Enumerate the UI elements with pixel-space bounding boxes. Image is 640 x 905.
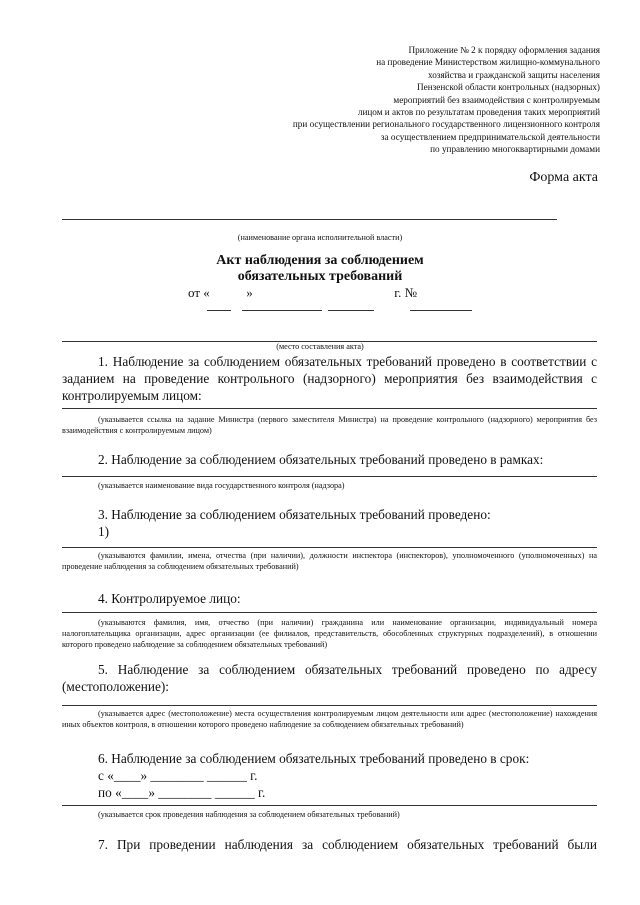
form-label: Форма акта [529,170,598,185]
section-4-line [62,612,597,613]
section-5-caption: (указывается адрес (местоположение) места осуществления контролируемым лицом деятельности или адрес (местоположение) нахождения иных объектов контроля, в отношении которого проведено наблюдение за соблюдением обязательных требований) [62,709,597,729]
section-7-text: 7. При проведении наблюдения за соблюдением обязательных требований были [98,837,597,852]
date-year-label: г. № [394,285,418,300]
annex-line: при осуществлении регионального государственного лицензионного контроля [292,119,600,130]
section-2-caption: (указывается наименование вида государственного контроля (надзора) [98,481,345,490]
section-3-item: 1) [98,524,110,539]
date-from-label: от « [188,285,210,300]
authority-caption: (наименование органа исполнительной власти) [237,233,403,242]
section-5-line [62,705,597,706]
doc-title-line1: Акт наблюдения за соблюдением [216,253,424,268]
section-3-line [62,547,597,548]
section-1-text: 1. Наблюдение за соблюдением обязательных требований проведено в соответствии с заданием на проведение контрольного (надзорного) мероприятия без взаимодействия с контролируемым лицом: [62,354,597,403]
annex-line: мероприятий без взаимодействия с контролируемым [393,94,600,105]
annex-header [220,44,600,156]
annex-line: лицом и актов по результатам проведения таких мероприятий [357,107,600,118]
section-5-text: 5. Наблюдение за соблюдением обязательных требований проведено по адресу (местоположение): [62,662,597,694]
annex-line: по управлению многоквартирными домами [430,144,600,155]
section-4-text: 4. Контролируемое лицо: [98,591,241,606]
place-caption: (место составления акта) [276,342,364,351]
authority-line [62,219,557,220]
section-6-caption: (указывается срок проведения наблюдения за соблюдением обязательных требований) [98,810,400,819]
section-6-text: 6. Наблюдение за соблюдением обязательных требований проведено в срок: [98,751,530,766]
number-line [410,310,472,311]
section-1-line [62,408,597,409]
annex-line: хозяйства и гражданской защиты населения [427,69,600,80]
section-3-text: 3. Наблюдение за соблюдением обязательных требований проведено: [98,507,491,522]
section-2-line [62,476,597,477]
annex-line: за осуществлением предпринимательской деятельности [380,131,600,142]
day-line [207,310,231,311]
section-4-caption: (указываются фамилия, имя, отчество (при наличии) гражданина или наименование организации, индивидуальный номера налогоплательщика организации, адрес организации (ее филиалов, представительств, обособленных структурных подразделений), в отношении которого проведено наблюдение за соблюдением обязательных требований) [62,618,597,649]
section-2-text: 2. Наблюдение за соблюдением обязательных требований проведено в рамках: [98,452,544,467]
section-6-from: с «____» ________ ______ г. [98,768,258,783]
annex-line: на проведение Министерством жилищно-коммунального [376,57,600,68]
annex-line: Приложение № 2 к порядку оформления задания [408,45,600,55]
year-line [328,310,374,311]
section-1-caption: (указывается ссылка на задание Министра (первого заместителя Министра) на проведение контрольного (надзорного) мероприятия без взаимодействия с контролируемым лицом) [62,415,597,435]
doc-title-line2: обязательных требований [237,269,403,284]
section-6-line [62,805,597,806]
date-close-quote: » [246,285,253,300]
section-6-to: по «____» ________ ______ г. [98,785,266,800]
month-line [242,310,322,311]
section-3-caption: (указываются фамилии, имена, отчества (при наличии), должности инспектора (инспекторов), уполномоченного (уполномоченных) на проведение наблюдения за соблюдением обязательных требований) [62,551,597,571]
annex-line: Пензенской области контрольных (надзорных) [417,82,600,93]
